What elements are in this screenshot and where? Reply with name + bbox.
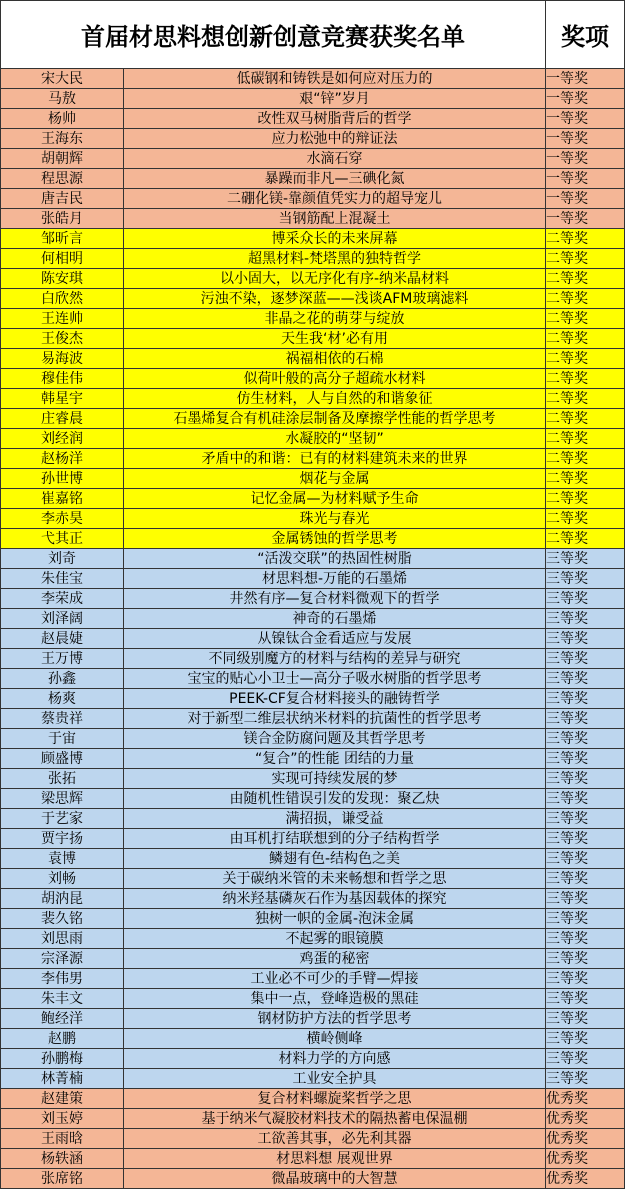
winner-name: 崔嘉铭 — [1, 489, 124, 509]
table-row — [1, 749, 625, 769]
prize-level: 二等奖 — [546, 409, 625, 429]
work-title: 超黑材料-梵塔黑的独特哲学 — [124, 249, 546, 269]
work-title: 烟花与金属 — [124, 469, 546, 489]
work-title: 石墨烯复合有机硅涂层制备及摩擦学性能的哲学思考 — [124, 409, 546, 429]
winner-name: 贾宇扬 — [1, 829, 124, 849]
table-row — [1, 129, 625, 149]
work-title: 镁合金防腐问题及其哲学思考 — [124, 729, 546, 749]
table-row — [1, 629, 625, 649]
table-row — [1, 429, 625, 449]
work-title: 水凝胶的“坚韧” — [124, 429, 546, 449]
winner-name: 刘思雨 — [1, 929, 124, 949]
prize-level: 二等奖 — [546, 289, 625, 309]
prize-level: 三等奖 — [546, 669, 625, 689]
prize-level: 三等奖 — [546, 709, 625, 729]
table-row — [1, 1169, 625, 1189]
winner-name: 陈安琪 — [1, 269, 124, 289]
winner-name: 刘畅 — [1, 869, 124, 889]
work-title: 材思料想 展观世界 — [124, 1149, 546, 1169]
winner-name: 王连帅 — [1, 309, 124, 329]
table-row — [1, 729, 625, 749]
table-row — [1, 1029, 625, 1049]
winner-name: 宋大民 — [1, 69, 124, 89]
prize-column-header: 奖项 — [546, 1, 625, 69]
prize-level: 二等奖 — [546, 349, 625, 369]
table-row — [1, 709, 625, 729]
prize-level: 二等奖 — [546, 229, 625, 249]
work-title: 对于新型二维层状纳米材料的抗菌性的哲学思考 — [124, 709, 546, 729]
work-title: 鸡蛋的秘密 — [124, 949, 546, 969]
winner-name: 刘奇 — [1, 549, 124, 569]
winner-name: 唐吉民 — [1, 189, 124, 209]
prize-level: 优秀奖 — [546, 1169, 625, 1189]
winner-name: 孙世博 — [1, 469, 124, 489]
work-title: 不同级别魔方的材料与结构的差异与研究 — [124, 649, 546, 669]
prize-level: 优秀奖 — [546, 1129, 625, 1149]
work-title: 水滴石穿 — [124, 149, 546, 169]
table-row — [1, 269, 625, 289]
winner-name: 马敖 — [1, 89, 124, 109]
prize-level: 三等奖 — [546, 989, 625, 1009]
work-title: 艰“锌”岁月 — [124, 89, 546, 109]
table-row — [1, 1009, 625, 1029]
work-title: 纳米羟基磷灰石作为基因载体的探究 — [124, 889, 546, 909]
table-row — [1, 449, 625, 469]
winner-name: 鲍经洋 — [1, 1009, 124, 1029]
winner-name: 赵建策 — [1, 1089, 124, 1109]
work-title: 低碳钢和铸铁是如何应对压力的 — [124, 69, 546, 89]
work-title: PEEK-CF复合材料接头的融铸哲学 — [124, 689, 546, 709]
table-row — [1, 809, 625, 829]
prize-level: 三等奖 — [546, 549, 625, 569]
table-row — [1, 289, 625, 309]
work-title: 当钢筋配上混凝土 — [124, 209, 546, 229]
winner-name: 蔡贵祥 — [1, 709, 124, 729]
prize-level: 三等奖 — [546, 649, 625, 669]
work-title: 从镍钛合金看适应与发展 — [124, 629, 546, 649]
table-row — [1, 469, 625, 489]
work-title: 复合材料螺旋桨哲学之思 — [124, 1089, 546, 1109]
prize-level: 二等奖 — [546, 389, 625, 409]
winner-name: 穆佳伟 — [1, 369, 124, 389]
work-title: 基于纳米气凝胶材料技术的隔热蓄电保温棚 — [124, 1109, 546, 1129]
winner-name: 孙鹏梅 — [1, 1049, 124, 1069]
winner-name: 何相明 — [1, 249, 124, 269]
winner-name: 王俊杰 — [1, 329, 124, 349]
winner-name: 梁思辉 — [1, 789, 124, 809]
table-row — [1, 229, 625, 249]
winner-name: 杨帅 — [1, 109, 124, 129]
work-title: 博采众长的未来屏幕 — [124, 229, 546, 249]
winner-name: 刘泽阔 — [1, 609, 124, 629]
work-title: “活泼交联”的热固性树脂 — [124, 549, 546, 569]
table-row — [1, 329, 625, 349]
work-title: 关于碳纳米管的未来畅想和哲学之思 — [124, 869, 546, 889]
prize-level: 二等奖 — [546, 329, 625, 349]
prize-level: 三等奖 — [546, 589, 625, 609]
winner-name: 朱佳宝 — [1, 569, 124, 589]
work-title: 微晶玻璃中的大智慧 — [124, 1169, 546, 1189]
table-row — [1, 769, 625, 789]
table-row — [1, 189, 625, 209]
winner-name: 赵鹏 — [1, 1029, 124, 1049]
table-row — [1, 569, 625, 589]
winner-name: 孙鑫 — [1, 669, 124, 689]
table-row — [1, 1049, 625, 1069]
prize-level: 三等奖 — [546, 909, 625, 929]
work-title: “复合”的性能 团结的力量 — [124, 749, 546, 769]
winner-name: 于宙 — [1, 729, 124, 749]
prize-level: 三等奖 — [546, 869, 625, 889]
prize-level: 三等奖 — [546, 689, 625, 709]
work-title: 祸福相依的石棉 — [124, 349, 546, 369]
winner-name: 李赤昊 — [1, 509, 124, 529]
winner-name: 张席铭 — [1, 1169, 124, 1189]
prize-level: 三等奖 — [546, 809, 625, 829]
work-title: 仿生材料，人与自然的和谐象征 — [124, 389, 546, 409]
winner-name: 袁博 — [1, 849, 124, 869]
prize-level: 三等奖 — [546, 609, 625, 629]
prize-level: 三等奖 — [546, 1009, 625, 1029]
work-title: 集中一点，登峰造极的黑硅 — [124, 989, 546, 1009]
table-row — [1, 669, 625, 689]
work-title: 金属锈蚀的哲学思考 — [124, 529, 546, 549]
table-row — [1, 789, 625, 809]
table-row — [1, 909, 625, 929]
winner-name: 杨轶涵 — [1, 1149, 124, 1169]
table-row — [1, 869, 625, 889]
table-row — [1, 509, 625, 529]
winner-name: 张拓 — [1, 769, 124, 789]
table-row — [1, 969, 625, 989]
winner-name: 赵晨婕 — [1, 629, 124, 649]
prize-level: 二等奖 — [546, 249, 625, 269]
prize-level: 一等奖 — [546, 209, 625, 229]
table-row — [1, 169, 625, 189]
prize-level: 一等奖 — [546, 189, 625, 209]
winner-name: 李荣成 — [1, 589, 124, 609]
prize-level: 二等奖 — [546, 469, 625, 489]
table-row — [1, 889, 625, 909]
prize-level: 一等奖 — [546, 169, 625, 189]
prize-level: 二等奖 — [546, 429, 625, 449]
work-title: 天生我‘材’必有用 — [124, 329, 546, 349]
winner-name: 赵杨洋 — [1, 449, 124, 469]
work-title: 满招损，谦受益 — [124, 809, 546, 829]
work-title: 非晶之花的萌芽与绽放 — [124, 309, 546, 329]
prize-level: 二等奖 — [546, 309, 625, 329]
winner-name: 胡朝辉 — [1, 149, 124, 169]
work-title: 应力松弛中的辩证法 — [124, 129, 546, 149]
prize-level: 三等奖 — [546, 929, 625, 949]
prize-level: 二等奖 — [546, 269, 625, 289]
prize-level: 三等奖 — [546, 749, 625, 769]
prize-level: 优秀奖 — [546, 1089, 625, 1109]
table-row — [1, 89, 625, 109]
table-row — [1, 149, 625, 169]
prize-level: 三等奖 — [546, 889, 625, 909]
prize-level: 三等奖 — [546, 569, 625, 589]
winner-name: 程思源 — [1, 169, 124, 189]
table-body — [1, 69, 625, 1189]
table-row — [1, 1149, 625, 1169]
table-row — [1, 209, 625, 229]
table-row — [1, 369, 625, 389]
work-title: 钢材防护方法的哲学思考 — [124, 1009, 546, 1029]
table-row — [1, 589, 625, 609]
winner-name: 裴久铭 — [1, 909, 124, 929]
prize-level: 优秀奖 — [546, 1109, 625, 1129]
winner-name: 刘经润 — [1, 429, 124, 449]
winner-name: 易海波 — [1, 349, 124, 369]
work-title: 实现可持续发展的梦 — [124, 769, 546, 789]
work-title: 工欲善其事，必先利其器 — [124, 1129, 546, 1149]
prize-level: 一等奖 — [546, 89, 625, 109]
winner-name: 白欣然 — [1, 289, 124, 309]
work-title: 珠光与春光 — [124, 509, 546, 529]
prize-level: 一等奖 — [546, 109, 625, 129]
work-title: 材思料想-万能的石墨烯 — [124, 569, 546, 589]
prize-level: 三等奖 — [546, 849, 625, 869]
table-row — [1, 949, 625, 969]
work-title: 由随机性错误引发的发现：聚乙炔 — [124, 789, 546, 809]
prize-level: 三等奖 — [546, 829, 625, 849]
work-title: 矛盾中的和谐：已有的材料建筑未来的世界 — [124, 449, 546, 469]
table-row — [1, 109, 625, 129]
winner-name: 王雨晗 — [1, 1129, 124, 1149]
winner-name: 韩星宇 — [1, 389, 124, 409]
prize-level: 三等奖 — [546, 969, 625, 989]
work-title: 由耳机打结联想到的分子结构哲学 — [124, 829, 546, 849]
winner-name: 林菁楠 — [1, 1069, 124, 1089]
work-title: 污浊不染，逐梦深蓝——浅谈AFM玻璃滤料 — [124, 289, 546, 309]
prize-level: 三等奖 — [546, 1049, 625, 1069]
work-title: 材料力学的方向感 — [124, 1049, 546, 1069]
work-title: 以小固大，以无序化有序-纳米晶材料 — [124, 269, 546, 289]
winner-name: 张皓月 — [1, 209, 124, 229]
prize-level: 二等奖 — [546, 529, 625, 549]
winner-name: 刘玉婷 — [1, 1109, 124, 1129]
table-row — [1, 989, 625, 1009]
table-row — [1, 389, 625, 409]
table-row — [1, 1089, 625, 1109]
winner-name: 顾盛博 — [1, 749, 124, 769]
table-row — [1, 549, 625, 569]
prize-level: 一等奖 — [546, 69, 625, 89]
header-row — [1, 1, 625, 69]
winner-name: 于艺家 — [1, 809, 124, 829]
prize-level: 优秀奖 — [546, 1149, 625, 1169]
winner-name: 王海东 — [1, 129, 124, 149]
winner-name: 杨爽 — [1, 689, 124, 709]
winner-name: 胡汭昆 — [1, 889, 124, 909]
table-row — [1, 69, 625, 89]
work-title: 暴躁而非凡—三碘化氮 — [124, 169, 546, 189]
table-row — [1, 609, 625, 629]
prize-level: 二等奖 — [546, 489, 625, 509]
winner-name: 弋其正 — [1, 529, 124, 549]
table-row — [1, 689, 625, 709]
work-title: 宝宝的贴心小卫士—高分子吸水树脂的哲学思考 — [124, 669, 546, 689]
winner-name: 李伟男 — [1, 969, 124, 989]
winner-name: 宗泽源 — [1, 949, 124, 969]
work-title: 工业必不可少的手臂—焊接 — [124, 969, 546, 989]
work-title: 似荷叶般的高分子超疏水材料 — [124, 369, 546, 389]
table-row — [1, 649, 625, 669]
table-row — [1, 309, 625, 329]
winner-name: 邹昕言 — [1, 229, 124, 249]
table-row — [1, 1109, 625, 1129]
winner-name: 庄睿晨 — [1, 409, 124, 429]
prize-level: 三等奖 — [546, 629, 625, 649]
table-row — [1, 249, 625, 269]
prize-level: 三等奖 — [546, 789, 625, 809]
table-row — [1, 1129, 625, 1149]
table-row — [1, 349, 625, 369]
prize-level: 二等奖 — [546, 509, 625, 529]
winner-name: 王万博 — [1, 649, 124, 669]
prize-level: 三等奖 — [546, 769, 625, 789]
work-title: 鳞翅有色-结构色之美 — [124, 849, 546, 869]
work-title: 改性双马树脂背后的哲学 — [124, 109, 546, 129]
table-row — [1, 529, 625, 549]
work-title: 不起雾的眼镜膜 — [124, 929, 546, 949]
table-row — [1, 1069, 625, 1089]
work-title: 工业安全护具 — [124, 1069, 546, 1089]
winner-name: 朱丰文 — [1, 989, 124, 1009]
prize-level: 三等奖 — [546, 949, 625, 969]
table-row — [1, 409, 625, 429]
prize-level: 三等奖 — [546, 729, 625, 749]
table-row — [1, 849, 625, 869]
work-title: 独树一帜的金属-泡沫金属 — [124, 909, 546, 929]
work-title: 二硼化镁-靠颜值凭实力的超导宠儿 — [124, 189, 546, 209]
prize-level: 一等奖 — [546, 149, 625, 169]
work-title: 记忆金属—为材料赋予生命 — [124, 489, 546, 509]
table-row — [1, 829, 625, 849]
prize-level: 二等奖 — [546, 369, 625, 389]
table-row — [1, 929, 625, 949]
table-title: 首届材思料想创新创意竞赛获奖名单 — [1, 1, 546, 69]
work-title: 井然有序—复合材料微观下的哲学 — [124, 589, 546, 609]
table-row — [1, 489, 625, 509]
work-title: 横岭侧峰 — [124, 1029, 546, 1049]
prize-level: 三等奖 — [546, 1029, 625, 1049]
prize-level: 一等奖 — [546, 129, 625, 149]
prize-level: 二等奖 — [546, 449, 625, 469]
prize-level: 三等奖 — [546, 1069, 625, 1089]
work-title: 神奇的石墨烯 — [124, 609, 546, 629]
